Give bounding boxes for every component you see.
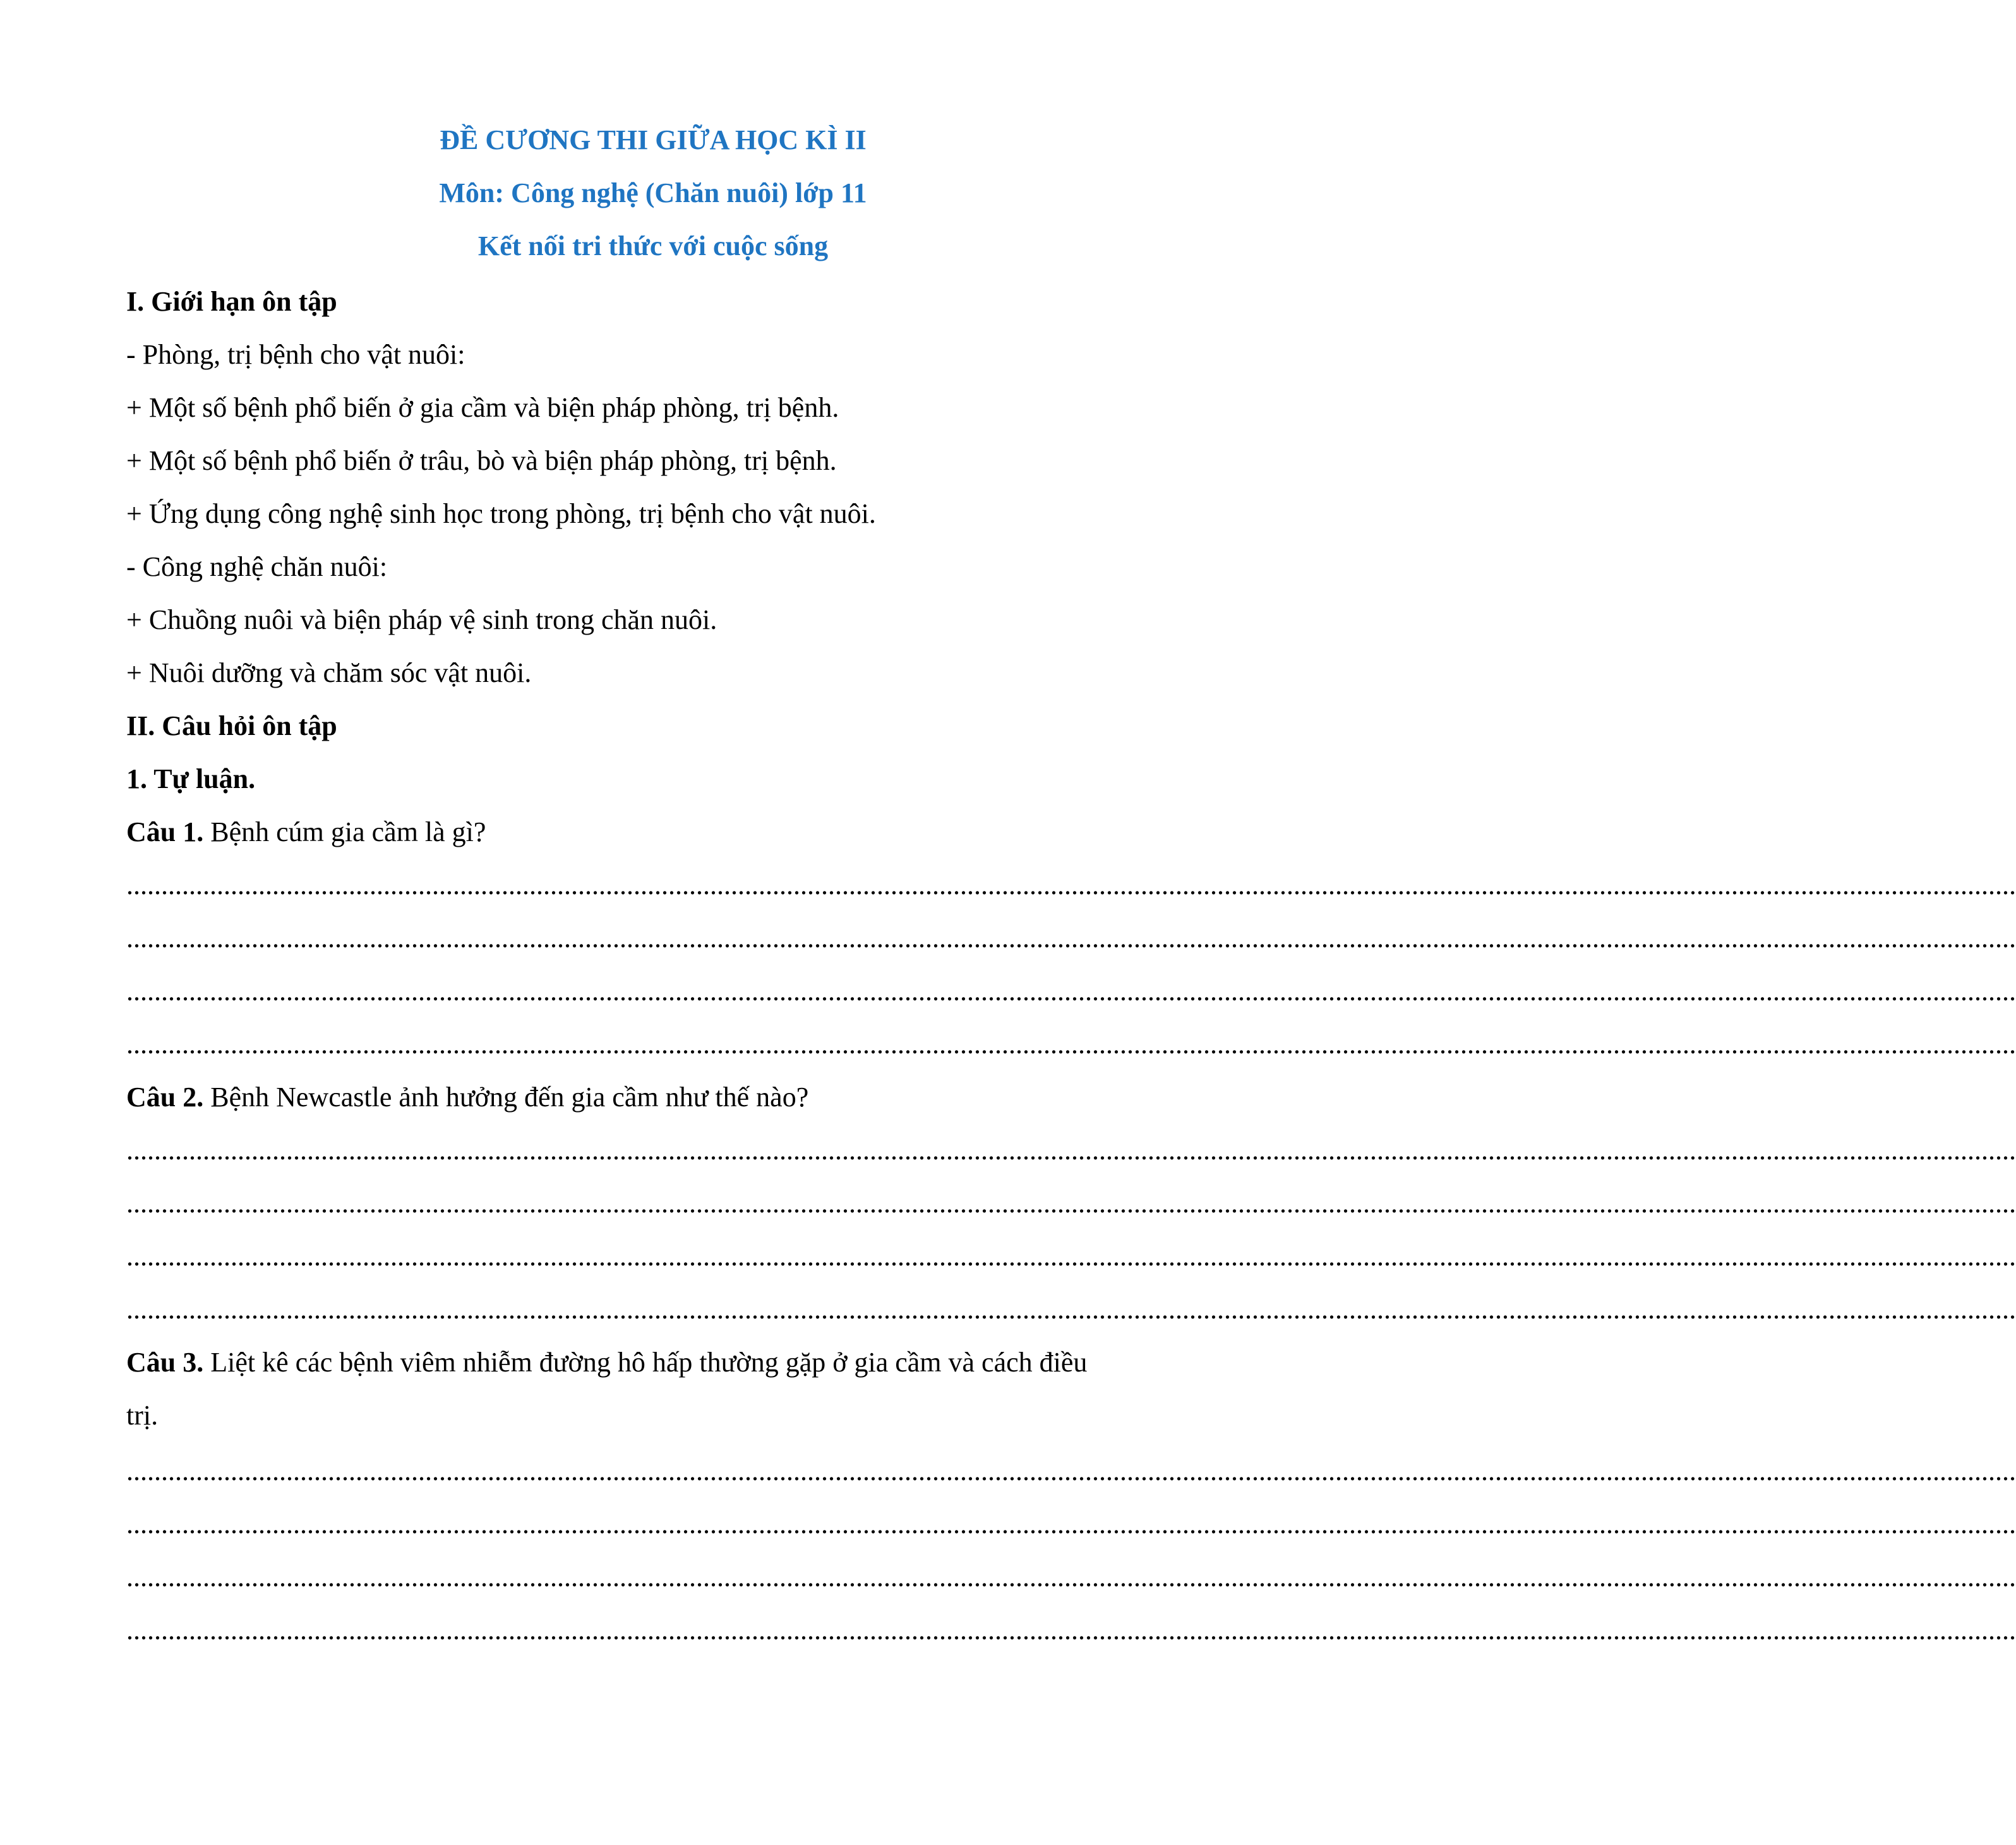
syllabus-item: + Ứng dụng công nghệ sinh học trong phòng, trị bệnh cho vật nuôi. — [126, 498, 876, 529]
answer-line[interactable]: ................................................................................................................................................................................................................................................................................ — [126, 1508, 2016, 1539]
syllabus-item: + Chuồng nuôi và biện pháp vệ sinh trong chăn nuôi. — [126, 604, 717, 635]
answer-line[interactable]: ................................................................................................................................................................................................................................................................................ — [126, 1029, 2016, 1060]
answer-line[interactable]: ................................................................................................................................................................................................................................................................................ — [126, 1241, 2016, 1272]
question-label: Câu 1. — [126, 816, 204, 847]
question-3-continuation: trị. — [126, 1400, 159, 1431]
answer-line[interactable]: ................................................................................................................................................................................................................................................................................ — [126, 976, 2016, 1006]
question-label: Câu 3. — [126, 1347, 204, 1378]
syllabus-item: + Một số bệnh phổ biến ở trâu, bò và biện pháp phòng, trị bệnh. — [126, 445, 837, 476]
answer-line[interactable]: ................................................................................................................................................................................................................................................................................ — [126, 1561, 2016, 1592]
essay-subheading: 1. Tự luận. — [126, 763, 256, 794]
answer-line[interactable]: ................................................................................................................................................................................................................................................................................ — [126, 1188, 2016, 1219]
answer-line[interactable]: ................................................................................................................................................................................................................................................................................ — [126, 922, 2016, 953]
question-3 — [126, 1344, 1087, 1382]
document-title: ĐỀ CƯƠNG THI GIỮA HỌC KÌ II — [440, 124, 867, 155]
answer-line[interactable]: ................................................................................................................................................................................................................................................................................ — [126, 1294, 2016, 1325]
answer-line[interactable]: ................................................................................................................................................................................................................................................................................ — [126, 1135, 2016, 1166]
question-2 — [126, 1078, 808, 1116]
answer-line[interactable]: ................................................................................................................................................................................................................................................................................ — [126, 1615, 2016, 1645]
answer-line[interactable]: ................................................................................................................................................................................................................................................................................ — [126, 1455, 2016, 1486]
section-1-heading: I. Giới hạn ôn tập — [126, 286, 337, 317]
syllabus-item: + Nuôi dưỡng và chăm sóc vật nuôi. — [126, 657, 532, 688]
question-1 — [126, 813, 486, 851]
question-text: Bệnh cúm gia cầm là gì? — [203, 816, 486, 847]
question-label: Câu 2. — [126, 1082, 204, 1113]
textbook-series-line: Kết nối tri thức với cuộc sống — [477, 230, 829, 261]
syllabus-item: - Công nghệ chăn nuôi: — [126, 551, 388, 582]
subject-line: Môn: Công nghệ (Chăn nuôi) lớp 11 — [439, 177, 867, 208]
question-text: Bệnh Newcastle ảnh hưởng đến gia cầm như thế nào? — [203, 1082, 809, 1113]
section-2-heading: II. Câu hỏi ôn tập — [126, 710, 337, 741]
syllabus-item: - Phòng, trị bệnh cho vật nuôi: — [126, 339, 465, 370]
answer-line[interactable]: ................................................................................................................................................................................................................................................................................ — [126, 869, 2016, 900]
question-text: Liệt kê các bệnh viêm nhiễm đường hô hấp thường gặp ở gia cầm và cách điều — [203, 1347, 1088, 1378]
syllabus-item: + Một số bệnh phổ biến ở gia cầm và biện pháp phòng, trị bệnh. — [126, 392, 839, 423]
